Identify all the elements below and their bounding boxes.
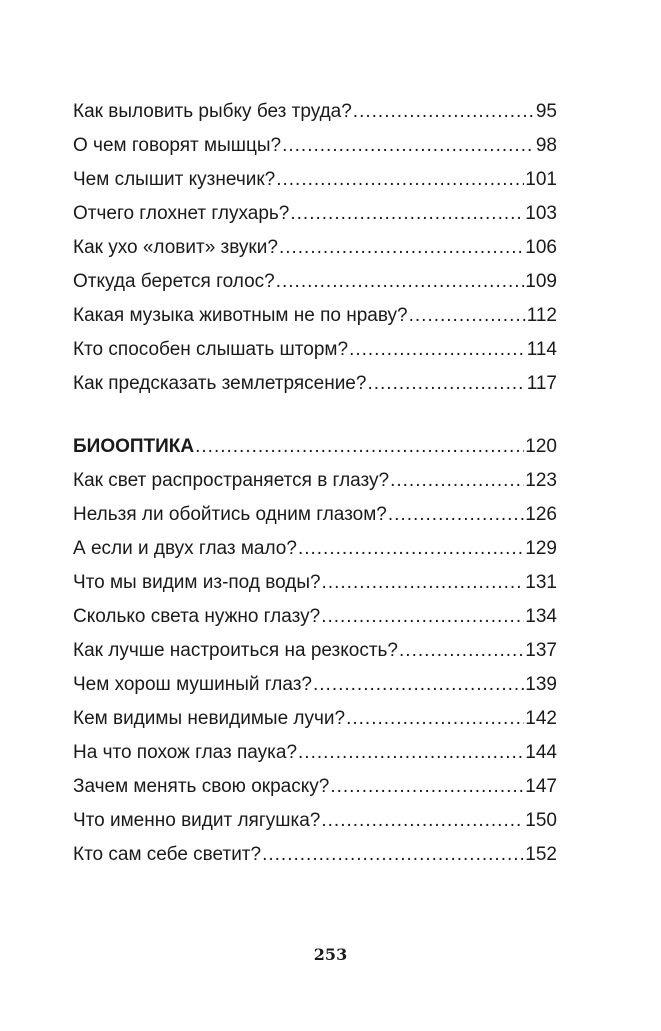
toc-entry [73,532,557,566]
toc-leader-dots [282,129,535,163]
toc-entry-page: 147 [525,776,557,797]
toc-leader-dots [409,299,526,333]
toc-entry [73,702,557,736]
toc-leader-dots [399,634,524,668]
toc-leader-dots [276,265,525,299]
toc-entry-page: 123 [525,470,557,491]
toc-entry-page: 112 [526,305,557,326]
toc-leader-dots [298,736,524,770]
toc-leader-dots [346,702,524,736]
toc-entry-page: 98 [535,135,557,156]
toc-entry [73,566,557,600]
toc-leader-dots [322,566,525,600]
toc-leader-dots [367,367,525,401]
toc-entry [73,231,557,265]
toc-entry [73,464,557,498]
toc-entry-page: 137 [525,640,557,661]
section-heading-page: 120 [525,436,557,457]
toc-entry [73,804,557,838]
toc-entry-page: 95 [535,101,557,122]
toc-entry [73,634,557,668]
toc-leader-dots [353,95,535,129]
toc-entry [73,163,557,197]
toc-entry [73,770,557,804]
toc-leader-dots [330,770,524,804]
toc-section-heading [73,430,557,464]
toc-entry-title: Откуда берется голос? [73,271,275,292]
toc-entry [73,129,557,163]
toc-entry [73,197,557,231]
toc-entry [73,265,557,299]
toc-leader-dots [321,804,524,838]
toc-entry-title: Что именно видит лягушка? [73,810,321,831]
toc-entry [73,736,557,770]
toc-entry-title: Что мы видим из-под воды? [73,572,321,593]
toc-entry [73,299,557,333]
toc-entry-title: Сколько света нужно глазу? [73,606,321,627]
toc-entry [73,95,557,129]
toc-leader-dots [279,231,524,265]
toc-entry-title: Кто сам себе светит? [73,844,262,865]
toc-entry-title: Как лучше настроиться на резкость? [73,640,399,661]
page-number: 253 [313,945,348,964]
toc-entry [73,838,557,872]
toc-entry [73,668,557,702]
toc-entry-title: О чем говорят мышцы? [73,135,282,156]
toc-leader-dots [321,600,524,634]
toc-entry-page: 144 [525,742,557,763]
toc-leader-dots [388,498,524,532]
toc-entry-page: 114 [526,339,557,360]
toc-leader-dots [290,197,524,231]
toc-entry-page: 142 [525,708,557,729]
toc-entry-title: На что похож глаз паука? [73,742,298,763]
toc-entry [73,333,557,367]
toc-entry-page: 117 [526,373,557,394]
toc-entry-page: 103 [525,203,557,224]
toc-entry-page: 106 [525,237,557,258]
toc-entry-title: Чем хорош мушиный глаз? [73,674,312,695]
toc-leader-dots [390,464,524,498]
toc-leader-dots [195,430,524,464]
toc-entry-title: Кто способен слышать шторм? [73,339,349,360]
toc-entry-page: 129 [525,538,557,559]
toc-entry-title: Кем видимы невидимые лучи? [73,708,346,729]
toc-entry-title: Как выловить рыбку без труда? [73,101,352,122]
toc-entry-page: 101 [525,169,557,190]
toc-entry-page: 126 [525,504,557,525]
toc-group-hearing [73,95,557,401]
toc-entry-title: А если и двух глаз мало? [73,538,297,559]
toc-entry-title: Как свет распространяется в глазу? [73,470,390,491]
section-heading-title: БИООПТИКА [73,436,195,457]
toc-entry-title: Как предсказать землетрясение? [73,373,367,394]
toc-leader-dots [349,333,526,367]
toc-entry-page: 139 [525,674,557,695]
toc-entry [73,498,557,532]
toc-entry-page: 131 [525,572,557,593]
toc-leader-dots [298,532,524,566]
toc-entry-title: Чем слышит кузнечик? [73,169,276,190]
toc-leader-dots [276,163,524,197]
toc-leader-dots [262,838,524,872]
toc-entry-title: Отчего глохнет глухарь? [73,203,290,224]
toc-entry-page: 152 [525,844,557,865]
toc-entry-title: Как ухо «ловит» звуки? [73,237,278,258]
toc-group-biooptics [73,430,557,872]
toc-entry-page: 134 [525,606,557,627]
toc-entry-title: Зачем менять свою окраску? [73,776,330,797]
toc-entry [73,367,557,401]
toc-entry-title: Нельзя ли обойтись одним глазом? [73,504,387,525]
toc-entry [73,600,557,634]
toc-entry-title: Какая музыка животным не по нраву? [73,305,408,326]
toc-leader-dots [313,668,524,702]
toc-entry-page: 109 [525,271,557,292]
toc-entry-page: 150 [525,810,557,831]
